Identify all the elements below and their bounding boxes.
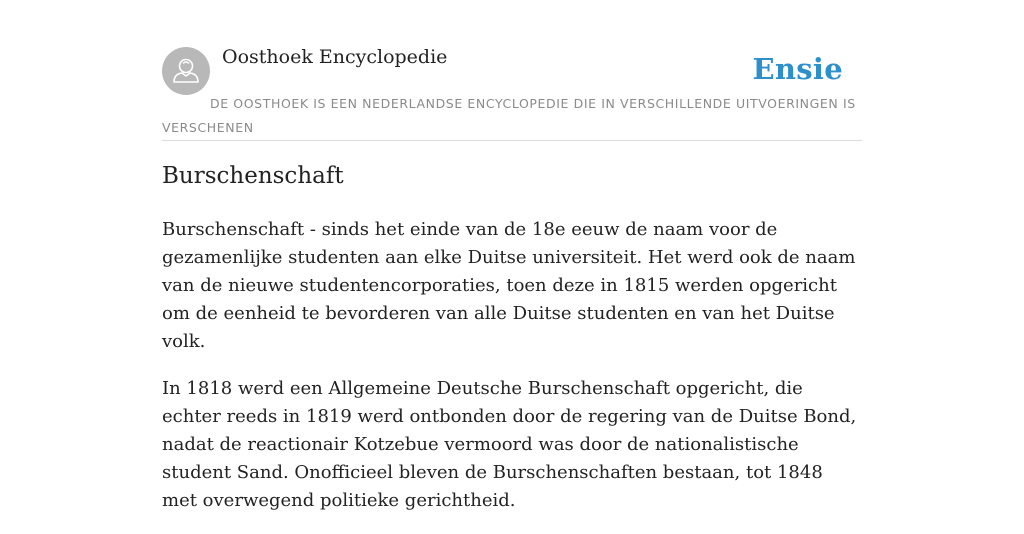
article-paragraph-1: Burschenschaft - sinds het einde van de 18e eeuw de naam voor de gezamenlijke studenten aan elke Duitse universiteit. Het werd ook de naam van de nieuwe studentencorporaties, toen deze in 1815 werden opgericht om de eenheid te bevorderen van alle Duitse studenten en van het Duitse volk. xyxy=(162,219,856,352)
site-tagline: DE OOSTHOEK IS EEN NEDERLANDSE ENCYCLOPEDIE DIE IN VERSCHILLENDE UITVOERINGEN IS VERSCHENEN xyxy=(162,96,856,135)
user-outline-icon xyxy=(162,47,210,95)
brand-logo[interactable]: Ensie xyxy=(752,52,843,86)
article-title: Burschenschaft xyxy=(162,163,344,189)
site-name[interactable]: Oosthoek Encyclopedie xyxy=(222,46,448,68)
article-body xyxy=(162,216,862,534)
article-paragraph-2: In 1818 werd een Allgemeine Deutsche Burschenschaft opgericht, die echter reeds in 1819 werd ontbonden door de regering van de Duitse Bond, nadat de reactionair Kotzebue vermoord was door de nationalistische student Sand. Onofficieel bleven de Burschenschaften bestaan, tot 1848 met overwegend politieke gerichtheid. xyxy=(162,378,857,511)
site-header xyxy=(162,0,862,141)
page xyxy=(162,0,862,511)
avatar[interactable] xyxy=(162,47,210,95)
